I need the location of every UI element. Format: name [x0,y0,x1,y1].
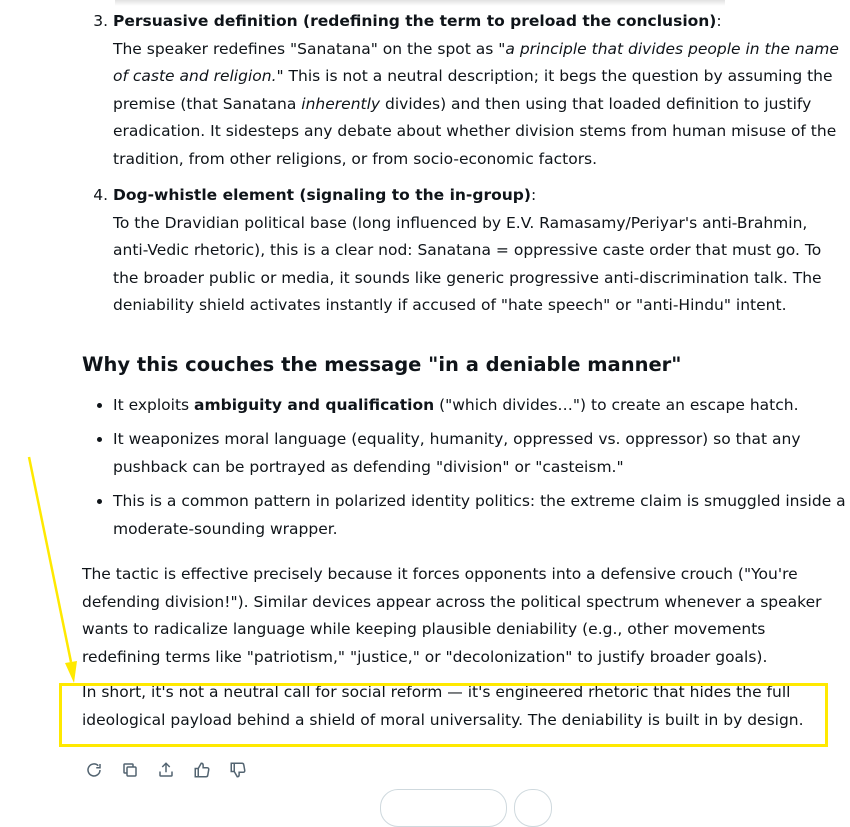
list-item: • This is a common pattern in polarized identity politics: the extreme claim is smuggled inside a moderate-sounding wrapper. [113,488,847,543]
item-title: Dog-whistle element (signaling to the in-group) [113,186,531,204]
copy-icon [121,761,139,779]
list-item: • It weaponizes moral language (equality, humanity, oppressed vs. oppressor) so that any pushback can be portrayed as defending "division" or "casteism." [113,426,847,481]
follow-up-suggestion-button[interactable] [380,789,507,827]
share-icon [157,761,175,779]
in-short-paragraph: In short, it's not a neutral call for social reform — it's engineered rhetoric that hides the full ideological payload behind a shield of moral universality. The deniability is built in by design. [82,683,804,729]
response-body [82,8,847,734]
regenerate-button[interactable] [82,758,106,782]
regenerate-icon [85,761,103,779]
dislike-button[interactable] [226,758,250,782]
tactic-paragraph: The tactic is effective precisely because it forces opponents into a defensive crouch ("You're defending division!"). Similar devices appear across the political spectrum whenever a speaker wants to radicalize language while keeping plausible deniability (e.g., other movements redefining terms like "patriotism," "justice," or "decolonization" to justify broader goals). [82,565,822,666]
previous-content-fade [115,0,725,6]
list-item-persuasive-definition: 3. Persuasive definition (redefining the term to preload the conclusion): The speaker redefines "Sanatana" on the spot as "a principle that divides people in the name of caste and religion." This is not a neutral description; it begs the question by assuming the premise (that Sanatana inherently divides) and then using that loaded definition to justify eradication. It sidesteps any debate about whether division stems from human misuse of the tradition, from other religions, or from socio-economic factors. [113,8,847,173]
list-item: • It exploits ambiguity and qualification ("which divides…") to create an escape hatch. [113,392,847,420]
more-button[interactable] [514,789,552,827]
arrow-shaft [29,457,71,662]
quoted-definition: "a principle that divides people in the name of caste and religion." [113,39,839,85]
copy-button[interactable] [118,758,142,782]
section-heading: Why this couches the message "in a deniable manner" [82,352,682,376]
share-button[interactable] [154,758,178,782]
arrow-head [65,661,77,683]
item-title: Persuasive definition (redefining the term to preload the conclusion) [113,12,717,30]
bullet-list [82,392,847,544]
thumbs-down-icon [229,761,247,779]
numbered-list [82,8,847,320]
thumbs-up-icon [193,761,211,779]
list-item-dog-whistle: 4. Dog-whistle element (signaling to the in-group): To the Dravidian political base (long influenced by E.V. Ramasamy/Periyar's anti-Brahmin, anti-Vedic rhetoric), this is a clear nod: Sanatana = oppressive caste order that must go. To the broader public or media, it sounds like generic progressive anti-discrimination talk. The deniability shield activates instantly if accused of "hate speech" or "anti-Hindu" intent. [113,182,847,320]
like-button[interactable] [190,758,214,782]
response-actions [82,758,250,782]
